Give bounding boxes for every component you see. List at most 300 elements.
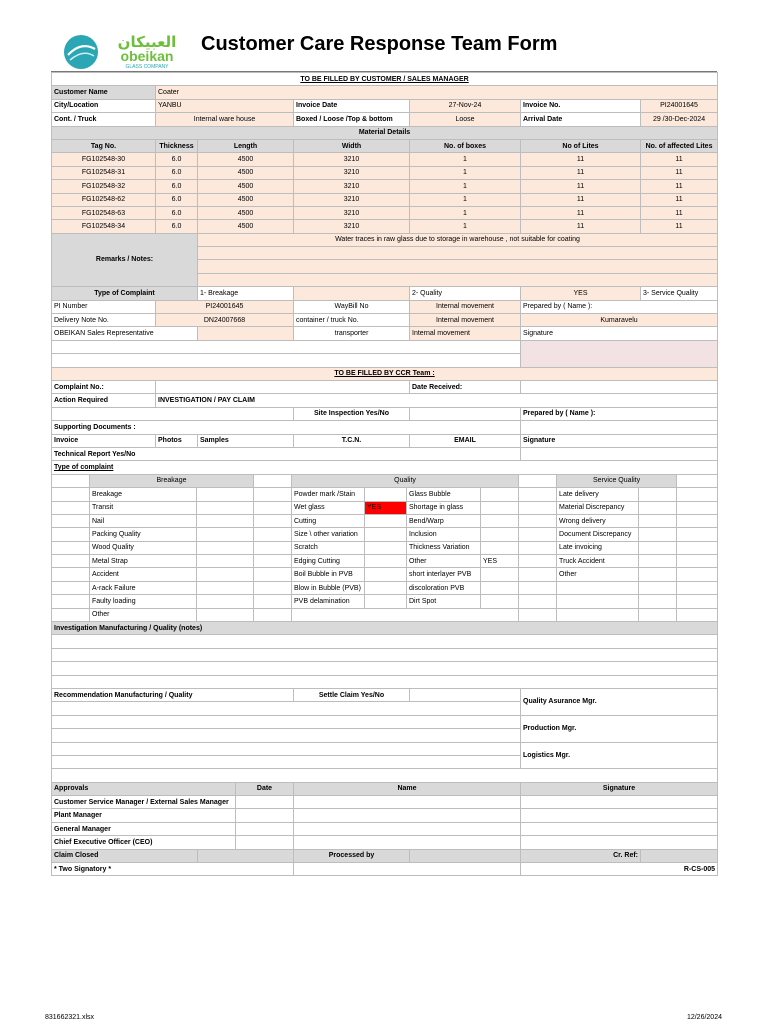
- section1-heading: TO BE FILLED BY CUSTOMER / SALES MANAGER: [52, 73, 718, 86]
- city-field[interactable]: YANBU: [156, 99, 294, 112]
- breakage-type-check[interactable]: [197, 608, 254, 621]
- form-title: Customer Care Response Team Form: [201, 33, 558, 55]
- delivery-note-field[interactable]: DN24007668: [156, 314, 294, 327]
- site-inspection-field[interactable]: [410, 407, 521, 420]
- action-required-label: Action Required: [52, 394, 156, 407]
- quality-type-check[interactable]: [481, 528, 519, 541]
- blank-cell: [519, 474, 557, 487]
- complaint-type-row: [52, 608, 718, 621]
- breakage-type-check[interactable]: [197, 595, 254, 608]
- quality-value[interactable]: YES: [521, 287, 641, 300]
- quality-type-label: Other: [407, 555, 481, 568]
- thickness-cell[interactable]: 6.0: [156, 220, 198, 233]
- lites-cell[interactable]: 11: [521, 206, 641, 219]
- service-type-check[interactable]: [639, 555, 677, 568]
- remarks-text[interactable]: Water traces in raw glass due to storage in warehouse , not suitable for coating: [198, 233, 718, 246]
- quality-type-check[interactable]: [481, 514, 519, 527]
- blank-cell: [677, 474, 718, 487]
- recommendation-line[interactable]: [52, 729, 521, 742]
- production-manager-label: Production Mgr.: [521, 715, 718, 742]
- service-type-label: Late invoicing: [557, 541, 639, 554]
- quality-type-check[interactable]: [365, 595, 407, 608]
- quality-type-check[interactable]: [365, 581, 407, 594]
- material-row: [52, 153, 718, 166]
- quality-type-label: discoloration PVB: [407, 581, 481, 594]
- breakage-type-label: Faulty loading: [90, 595, 197, 608]
- invoice-date-field[interactable]: 27-Nov-24: [410, 99, 521, 112]
- doc-tcn-label: T.C.N.: [294, 434, 410, 447]
- quality-type-label: Thickness Variation: [407, 541, 481, 554]
- blank-cell: [52, 407, 294, 420]
- blank-cell: [254, 501, 292, 514]
- width-cell[interactable]: 3210: [294, 220, 410, 233]
- boxes-cell[interactable]: 1: [410, 180, 521, 193]
- quality-type-check[interactable]: [481, 595, 519, 608]
- breakage-type-check[interactable]: [197, 581, 254, 594]
- quality-type-check[interactable]: [365, 568, 407, 581]
- length-cell[interactable]: 4500: [198, 153, 294, 166]
- material-row: [52, 206, 718, 219]
- service-type-label: Document Discrepancy: [557, 528, 639, 541]
- date-received-label: Date Received:: [410, 380, 521, 393]
- service-type-check[interactable]: [639, 528, 677, 541]
- approval-signature-field[interactable]: [521, 796, 718, 809]
- service-type-check[interactable]: [639, 608, 677, 621]
- recommendation-label: Recommendation Manufacturing / Quality: [52, 688, 294, 701]
- ccr-prepared-by-field[interactable]: [521, 421, 718, 434]
- approval-signature-field[interactable]: [521, 809, 718, 822]
- sales-rep-field[interactable]: [198, 327, 294, 340]
- blank-cell: [519, 528, 557, 541]
- quality-option[interactable]: 2- Quality: [410, 287, 521, 300]
- affected-lites-cell[interactable]: 11: [641, 180, 718, 193]
- thickness-cell[interactable]: 6.0: [156, 153, 198, 166]
- form-table: [51, 72, 718, 475]
- lites-cell[interactable]: 11: [521, 166, 641, 179]
- blank-cell: [254, 581, 292, 594]
- lites-cell[interactable]: 11: [521, 220, 641, 233]
- investigation-label: Investigation Manufacturing / Quality (notes): [52, 622, 718, 635]
- complaint-type-row: [52, 528, 718, 541]
- quality-type-label: Shortage in glass: [407, 501, 481, 514]
- approval-date-field[interactable]: [236, 809, 294, 822]
- col-tag-no: Tag No.: [52, 139, 156, 152]
- breakage-type-check[interactable]: [197, 514, 254, 527]
- breakage-type-label: Packing Quality: [90, 528, 197, 541]
- service-type-check[interactable]: [639, 581, 677, 594]
- service-type-check[interactable]: [639, 514, 677, 527]
- tag-no-cell[interactable]: FG102548-34: [52, 220, 156, 233]
- investigation-table: [51, 621, 718, 783]
- approval-row: [52, 796, 718, 809]
- breakage-type-check[interactable]: [197, 501, 254, 514]
- footer-date: 12/26/2024: [686, 1014, 722, 1021]
- quality-type-label: Glass Bubble: [407, 488, 481, 501]
- width-cell[interactable]: 3210: [294, 206, 410, 219]
- service-type-label: [557, 595, 639, 608]
- breakage-type-check[interactable]: [197, 488, 254, 501]
- tag-no-cell[interactable]: FG102548-30: [52, 153, 156, 166]
- breakage-type-check[interactable]: [197, 555, 254, 568]
- blank-line: [52, 769, 718, 782]
- length-cell[interactable]: 4500: [198, 206, 294, 219]
- approvals-table: [51, 782, 718, 877]
- approver-role: Chief Executive Officer (CEO): [52, 836, 236, 849]
- service-type-label: [557, 608, 639, 621]
- waybill-field[interactable]: Internal movement: [410, 300, 521, 313]
- approval-signature-field[interactable]: [521, 822, 718, 835]
- quality-type-check[interactable]: [481, 501, 519, 514]
- approval-date-field[interactable]: [236, 836, 294, 849]
- site-inspection-label: Site Inspection Yes/No: [294, 407, 410, 420]
- customer-name-field[interactable]: Coater: [156, 86, 718, 99]
- blank-cell: [52, 474, 90, 487]
- complaint-no-label: Complaint No.:: [52, 380, 156, 393]
- complaint-type-row: [52, 581, 718, 594]
- blank-cell: [254, 514, 292, 527]
- quality-type-label: PVB delamination: [292, 595, 365, 608]
- service-type-check[interactable]: [639, 488, 677, 501]
- blank-cell: [52, 488, 90, 501]
- service-type-check[interactable]: [639, 501, 677, 514]
- tag-no-cell[interactable]: FG102548-32: [52, 180, 156, 193]
- blank-cell: [519, 514, 557, 527]
- transporter-field[interactable]: Internal movement: [410, 327, 521, 340]
- boxes-cell[interactable]: 1: [410, 193, 521, 206]
- settle-claim-label: Settle Claim Yes/No: [294, 688, 410, 701]
- blank-cell: [677, 488, 718, 501]
- width-cell[interactable]: 3210: [294, 193, 410, 206]
- ccr-prepared-by-label: Prepared by ( Name ):: [521, 407, 718, 420]
- blank-cell: [677, 501, 718, 514]
- supporting-docs-label: Supporting Documents :: [52, 421, 521, 434]
- blank-cell: [677, 528, 718, 541]
- breakage-type-label: Breakage: [90, 488, 197, 501]
- processed-by-field[interactable]: [410, 849, 521, 862]
- blank-cell: [52, 514, 90, 527]
- blank-cell: [254, 555, 292, 568]
- affected-lites-cell[interactable]: 11: [641, 206, 718, 219]
- doc-photos-label: Photos: [156, 434, 198, 447]
- investigation-line[interactable]: [52, 635, 718, 648]
- blank-line: [52, 354, 521, 367]
- signature-box[interactable]: [521, 340, 718, 367]
- invoice-no-field[interactable]: PI24001645: [641, 99, 718, 112]
- service-column-heading: Service Quality: [557, 474, 677, 487]
- length-cell[interactable]: 4500: [198, 220, 294, 233]
- thickness-cell[interactable]: 6.0: [156, 193, 198, 206]
- breakage-type-label: Accident: [90, 568, 197, 581]
- two-signatory-note: * Two Signatory *: [52, 863, 294, 876]
- width-cell[interactable]: 3210: [294, 180, 410, 193]
- col-thickness: Thickness: [156, 139, 198, 152]
- affected-lites-cell[interactable]: 11: [641, 153, 718, 166]
- breakage-option[interactable]: 1- Breakage: [198, 287, 294, 300]
- blank-cell: [294, 863, 521, 876]
- blank-cell: [519, 555, 557, 568]
- breakage-type-label: Metal Strap: [90, 555, 197, 568]
- quality-type-check[interactable]: YES: [481, 555, 519, 568]
- thickness-cell[interactable]: 6.0: [156, 166, 198, 179]
- container-label: container / truck No.: [294, 314, 410, 327]
- pi-number-field[interactable]: PI24001645: [156, 300, 294, 313]
- prepared-by-label: Prepared by ( Name ):: [521, 300, 718, 313]
- quality-type-label: Bend/Warp: [407, 514, 481, 527]
- cont-truck-field[interactable]: Internal ware house: [156, 113, 294, 126]
- action-required-field[interactable]: INVESTIGATION / PAY CLAIM: [156, 394, 718, 407]
- approval-row: [52, 822, 718, 835]
- col-width: Width: [294, 139, 410, 152]
- approval-signature-field[interactable]: [521, 836, 718, 849]
- blank-cell: [254, 488, 292, 501]
- boxed-field[interactable]: Loose: [410, 113, 521, 126]
- complaint-no-field[interactable]: [156, 380, 410, 393]
- investigation-line[interactable]: [52, 675, 718, 688]
- blank-cell: [52, 528, 90, 541]
- waybill-label: WayBill No: [294, 300, 410, 313]
- doc-email-label: EMAIL: [410, 434, 521, 447]
- thickness-cell[interactable]: 6.0: [156, 206, 198, 219]
- approvals-name-heading: Name: [294, 782, 521, 795]
- quality-type-check[interactable]: [365, 555, 407, 568]
- investigation-line[interactable]: [52, 662, 718, 675]
- approval-date-field[interactable]: [236, 822, 294, 835]
- remarks-label: Remarks / Notes:: [52, 233, 198, 287]
- material-row: [52, 180, 718, 193]
- remarks-line[interactable]: [198, 260, 718, 273]
- blank-cell: [254, 595, 292, 608]
- col-length: Length: [198, 139, 294, 152]
- service-type-label: Late delivery: [557, 488, 639, 501]
- breakage-value[interactable]: [294, 287, 410, 300]
- technical-report-label: Technical Report Yes/No: [52, 447, 521, 460]
- qa-manager-label: Quality Asurance Mgr.: [521, 688, 718, 715]
- type-of-complaint-label: Type of Complaint: [52, 287, 198, 300]
- blank-cell: [52, 608, 90, 621]
- cr-ref-label: Cr. Ref:: [521, 849, 641, 862]
- doc-samples-label: Samples: [198, 434, 294, 447]
- processed-by-label: Processed by: [294, 849, 410, 862]
- affected-lites-cell[interactable]: 11: [641, 220, 718, 233]
- material-row: [52, 193, 718, 206]
- complaint-type-row: [52, 595, 718, 608]
- service-type-check[interactable]: [639, 541, 677, 554]
- approvals-signature-heading: Signature: [521, 782, 718, 795]
- quality-type-label: Boil Bubble in PVB: [292, 568, 365, 581]
- approver-role: Customer Service Manager / External Sales Manager: [52, 796, 236, 809]
- footer-filename: 831662321.xlsx: [45, 1014, 95, 1021]
- length-cell[interactable]: 4500: [198, 180, 294, 193]
- breakage-type-check[interactable]: [197, 528, 254, 541]
- material-header-row: [52, 139, 718, 152]
- blank-cell: [519, 501, 557, 514]
- blank-cell: [254, 568, 292, 581]
- quality-type-check[interactable]: [481, 581, 519, 594]
- remarks-line[interactable]: [198, 273, 718, 286]
- boxes-cell[interactable]: 1: [410, 220, 521, 233]
- length-cell[interactable]: 4500: [198, 166, 294, 179]
- blank-cell: [677, 541, 718, 554]
- quality-column-heading: Quality: [292, 474, 519, 487]
- obeikan-logo: [59, 31, 199, 71]
- col-boxes: No. of boxes: [410, 139, 521, 152]
- blank-cell: [52, 568, 90, 581]
- blank-cell: [292, 608, 519, 621]
- recommendation-line[interactable]: [52, 702, 521, 715]
- service-type-label: Wrong delivery: [557, 514, 639, 527]
- lites-cell[interactable]: 11: [521, 153, 641, 166]
- approval-name-field[interactable]: [294, 809, 521, 822]
- quality-type-label: Powder mark /Stain: [292, 488, 365, 501]
- investigation-line[interactable]: [52, 648, 718, 661]
- type-of-complaint-heading: Type of complaint: [52, 461, 718, 474]
- form-header: [51, 31, 717, 72]
- blank-cell: [254, 608, 292, 621]
- doc-invoice-label: Invoice: [52, 434, 156, 447]
- recommendation-line[interactable]: [52, 742, 521, 755]
- boxes-cell[interactable]: 1: [410, 206, 521, 219]
- breakage-type-check[interactable]: [197, 568, 254, 581]
- date-received-field[interactable]: [521, 380, 718, 393]
- approver-role: General Manager: [52, 822, 236, 835]
- blank-cell: [254, 474, 292, 487]
- approval-name-field[interactable]: [294, 796, 521, 809]
- blank-cell: [52, 501, 90, 514]
- quality-type-check[interactable]: [365, 488, 407, 501]
- complaint-types-table: [51, 474, 718, 622]
- affected-lites-cell[interactable]: 11: [641, 166, 718, 179]
- quality-type-label: Inclusion: [407, 528, 481, 541]
- tag-no-cell[interactable]: FG102548-62: [52, 193, 156, 206]
- length-cell[interactable]: 4500: [198, 193, 294, 206]
- prepared-by-name[interactable]: Kumaravelu: [521, 314, 718, 327]
- blank-cell: [519, 568, 557, 581]
- quality-type-check[interactable]: [481, 568, 519, 581]
- approval-row: [52, 809, 718, 822]
- quality-type-check[interactable]: [481, 541, 519, 554]
- complaint-type-row: [52, 555, 718, 568]
- service-type-label: Truck Accident: [557, 555, 639, 568]
- blank-cell: [677, 608, 718, 621]
- approval-name-field[interactable]: [294, 836, 521, 849]
- blank-cell: [677, 555, 718, 568]
- service-type-label: Material Discrepancy: [557, 501, 639, 514]
- transporter-label: transporter: [294, 327, 410, 340]
- quality-type-label: Scratch: [292, 541, 365, 554]
- complaint-type-row: [52, 541, 718, 554]
- logo-arabic: العبيكان: [117, 33, 177, 51]
- customer-name-label: Customer Name: [52, 86, 156, 99]
- material-row: [52, 166, 718, 179]
- material-details-heading: Material Details: [52, 126, 718, 139]
- complaint-type-row: [52, 568, 718, 581]
- boxes-cell[interactable]: 1: [410, 166, 521, 179]
- blank-cell: [52, 555, 90, 568]
- form-code: R-CS-005: [521, 863, 718, 876]
- container-field[interactable]: Internal movement: [410, 314, 521, 327]
- quality-type-label: Size \ other variation: [292, 528, 365, 541]
- invoice-no-label: Invoice No.: [521, 99, 641, 112]
- quality-type-label: Edging Cutting: [292, 555, 365, 568]
- breakage-type-label: A-rack Failure: [90, 581, 197, 594]
- thickness-cell[interactable]: 6.0: [156, 180, 198, 193]
- invoice-date-label: Invoice Date: [294, 99, 410, 112]
- logo-sub: GLASS COMPANY: [125, 64, 169, 70]
- approval-name-field[interactable]: [294, 822, 521, 835]
- service-type-check[interactable]: [639, 568, 677, 581]
- ccr-signature-field[interactable]: [521, 447, 718, 460]
- blank-cell: [677, 595, 718, 608]
- quality-type-check[interactable]: YES: [365, 501, 407, 514]
- breakage-column-heading: Breakage: [90, 474, 254, 487]
- tag-no-cell[interactable]: FG102548-31: [52, 166, 156, 179]
- quality-type-check[interactable]: [365, 541, 407, 554]
- breakage-type-label: Other: [90, 608, 197, 621]
- blank-cell: [52, 581, 90, 594]
- quality-type-label: Wet glass: [292, 501, 365, 514]
- service-type-check[interactable]: [639, 595, 677, 608]
- blank-cell: [677, 581, 718, 594]
- material-row: [52, 220, 718, 233]
- boxes-cell[interactable]: 1: [410, 153, 521, 166]
- breakage-type-label: Nail: [90, 514, 197, 527]
- remarks-line[interactable]: [198, 247, 718, 260]
- width-cell[interactable]: 3210: [294, 153, 410, 166]
- cr-ref-field[interactable]: [641, 849, 718, 862]
- breakage-type-label: Transit: [90, 501, 197, 514]
- quality-type-label: short interlayer PVB: [407, 568, 481, 581]
- blank-cell: [519, 581, 557, 594]
- service-type-label: [557, 581, 639, 594]
- blank-cell: [519, 608, 557, 621]
- delivery-note-label: Delivery Note No.: [52, 314, 156, 327]
- cont-truck-label: Cont. / Truck: [52, 113, 156, 126]
- settle-claim-field[interactable]: [410, 688, 521, 701]
- tag-no-cell[interactable]: FG102548-63: [52, 206, 156, 219]
- width-cell[interactable]: 3210: [294, 166, 410, 179]
- pi-number-label: PI Number: [52, 300, 156, 313]
- blank-cell: [677, 514, 718, 527]
- boxed-label: Boxed / Loose /Top & bottom: [294, 113, 410, 126]
- col-affected-lites: No. of affected Lites: [641, 139, 718, 152]
- quality-type-label: Blow in Bubble (PVB): [292, 581, 365, 594]
- breakage-type-label: Wood Quality: [90, 541, 197, 554]
- arrival-date-field[interactable]: 29 /30-Dec-2024: [641, 113, 718, 126]
- blank-cell: [677, 568, 718, 581]
- col-lites: No of Lites: [521, 139, 641, 152]
- lites-cell[interactable]: 11: [521, 193, 641, 206]
- claim-closed-field[interactable]: [198, 849, 294, 862]
- approvals-date-heading: Date: [236, 782, 294, 795]
- lites-cell[interactable]: 11: [521, 180, 641, 193]
- sales-rep-label: OBEIKAN Sales Representative: [52, 327, 198, 340]
- blank-cell: [519, 488, 557, 501]
- quality-type-check[interactable]: [365, 528, 407, 541]
- complaint-type-row: [52, 501, 718, 514]
- service-quality-option[interactable]: 3- Service Quality: [641, 287, 718, 300]
- recommendation-line[interactable]: [52, 755, 521, 768]
- breakage-type-check[interactable]: [197, 541, 254, 554]
- signature-label: Signature: [521, 327, 718, 340]
- approval-date-field[interactable]: [236, 796, 294, 809]
- affected-lites-cell[interactable]: 11: [641, 193, 718, 206]
- quality-type-check[interactable]: [481, 488, 519, 501]
- logistics-manager-label: Logistics Mgr.: [521, 742, 718, 769]
- quality-type-check[interactable]: [365, 514, 407, 527]
- recommendation-line[interactable]: [52, 715, 521, 728]
- blank-cell: [52, 541, 90, 554]
- blank-cell: [519, 541, 557, 554]
